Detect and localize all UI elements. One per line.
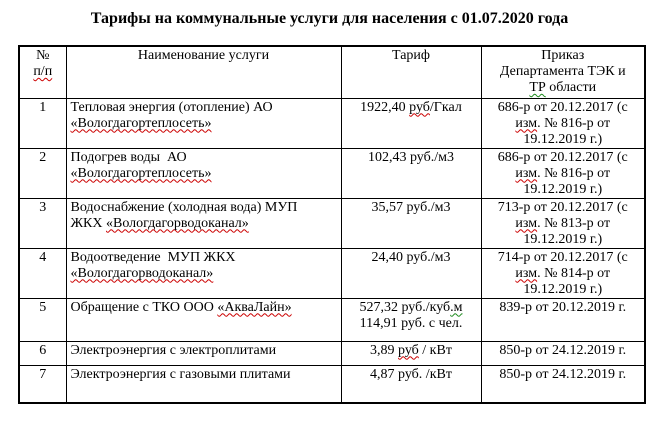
text-line	[71, 300, 337, 316]
text-segment: 2	[39, 149, 47, 165]
grammar-underline: .м	[450, 299, 463, 315]
table-row-4	[19, 248, 645, 298]
spellcheck-underline: «Вологдагортеплосеть»	[70, 115, 212, 131]
text-line	[24, 300, 62, 316]
text-line	[71, 367, 337, 383]
text-segment: Водоснабжение (холодная вода) МУП	[70, 199, 298, 215]
text-segment: /Гкал	[429, 99, 462, 115]
cell-num-row2	[19, 148, 66, 198]
cell-tariff-row4	[341, 248, 481, 298]
text-line	[24, 48, 62, 64]
text-line	[486, 132, 641, 148]
text-segment: 7	[39, 366, 47, 382]
cell-order-row4	[481, 248, 645, 298]
text-segment: 102,43 руб./м3	[367, 149, 454, 165]
text-line	[486, 182, 641, 198]
text-segment: 714-р от 20.12.2017 (с	[497, 249, 628, 265]
text-line	[346, 367, 477, 383]
cell-num-row1	[19, 98, 66, 148]
text-line	[486, 48, 641, 64]
text-line	[346, 150, 477, 166]
text-segment: 19.12.2019 г.)	[523, 231, 603, 247]
cell-tariff-row7	[341, 365, 481, 403]
text-line	[346, 200, 477, 216]
spellcheck-underline: «АкваЛайн»	[217, 299, 292, 315]
text-line	[486, 200, 641, 216]
text-line	[346, 343, 477, 359]
text-segment: 713-р от 20.12.2017 (с	[497, 199, 628, 215]
text-segment: 850-р от 24.12.2019 г.	[499, 366, 627, 382]
text-line	[71, 250, 337, 266]
text-segment: №	[36, 48, 50, 63]
text-line	[486, 232, 641, 248]
spellcheck-underline: изм	[515, 165, 538, 181]
table-body	[19, 98, 645, 403]
table-row-5	[19, 298, 645, 341]
cell-order-row7	[481, 365, 645, 403]
table-row-1	[19, 98, 645, 148]
cell-order-row6	[481, 341, 645, 365]
text-segment: Департамента ТЭК и	[499, 64, 626, 79]
text-segment: 527,32 руб./куб	[359, 299, 451, 315]
header-row	[19, 46, 645, 98]
cell-num-row4	[19, 248, 66, 298]
page-title: Тарифы на коммунальные услуги для населения с 01.07.2020 года	[90, 10, 569, 27]
cell-order-row3	[481, 198, 645, 248]
text-segment: Тариф	[392, 48, 430, 63]
cell-tariff-row3	[341, 198, 481, 248]
text-segment: 19.12.2019 г.)	[523, 181, 603, 197]
cell-service-row5	[66, 298, 341, 341]
spellcheck-underline: изм	[515, 115, 538, 131]
text-line	[486, 367, 641, 383]
text-line	[486, 300, 641, 316]
text-segment: области	[545, 80, 597, 95]
table-row-3	[19, 198, 645, 248]
text-line	[346, 100, 477, 116]
table-row-2	[19, 148, 645, 198]
cell-order-row5	[481, 298, 645, 341]
text-segment: . № 813-р от	[537, 215, 611, 231]
text-segment: 1	[39, 99, 47, 115]
text-line	[71, 266, 337, 282]
spellcheck-underline: изм	[515, 215, 538, 231]
text-line	[486, 343, 641, 359]
spellcheck-underline: «Вологдагортеплосеть»	[70, 165, 212, 181]
text-segment: ЖКХ	[70, 215, 106, 231]
spellcheck-underline: руб	[398, 342, 419, 358]
text-line	[346, 300, 477, 316]
text-segment: Электроэнергия с электроплитами	[70, 342, 277, 358]
header-cell-service	[66, 46, 341, 98]
header-cell-order	[481, 46, 645, 98]
cell-num-row3	[19, 198, 66, 248]
cell-order-row2	[481, 148, 645, 198]
text-segment: 19.12.2019 г.)	[523, 131, 603, 147]
spellcheck-underline: «Вологдагорводоканал»	[106, 215, 249, 231]
cell-service-row6	[66, 341, 341, 365]
table-row-6	[19, 341, 645, 365]
text-segment: Электроэнергия с газовыми плитами	[70, 366, 291, 382]
text-line	[346, 316, 477, 332]
text-line	[71, 343, 337, 359]
text-line	[71, 216, 337, 232]
header-cell-num	[19, 46, 66, 98]
text-line	[24, 343, 62, 359]
text-line	[486, 266, 641, 282]
spellcheck-underline: п/п	[33, 64, 53, 79]
text-segment: Подогрев воды АО	[70, 149, 187, 165]
spellcheck-underline: изм	[515, 265, 538, 281]
grammar-underline: ТР	[529, 80, 546, 95]
text-line	[71, 166, 337, 182]
cell-num-row6	[19, 341, 66, 365]
text-segment: / кВт	[418, 342, 452, 358]
text-segment: 114,91 руб. с чел.	[359, 315, 463, 331]
text-segment: 3,89	[370, 342, 399, 358]
text-line	[24, 150, 62, 166]
spellcheck-underline: руб	[409, 99, 430, 115]
text-segment: 850-р от 24.12.2019 г.	[499, 342, 627, 358]
spellcheck-underline: «Вологдагорводоканал»	[70, 265, 214, 281]
text-line	[486, 250, 641, 266]
text-segment: 35,57 руб./м3	[371, 199, 451, 215]
table-header	[19, 46, 645, 98]
text-segment: 839-р от 20.12.2019 г.	[499, 299, 627, 315]
text-line	[24, 200, 62, 216]
text-segment: 686-р от 20.12.2017 (с	[497, 149, 628, 165]
text-line	[346, 250, 477, 266]
text-segment: 19.12.2019 г.)	[523, 281, 603, 297]
text-line	[71, 48, 337, 64]
text-line	[486, 216, 641, 232]
text-line	[486, 282, 641, 298]
cell-tariff-row1	[341, 98, 481, 148]
tariff-table	[18, 45, 646, 404]
text-line	[486, 100, 641, 116]
text-segment: 1922,40	[360, 99, 410, 115]
text-line	[24, 250, 62, 266]
cell-tariff-row5	[341, 298, 481, 341]
cell-order-row1	[481, 98, 645, 148]
text-segment: Обращение с ТКО ООО	[70, 299, 218, 315]
text-segment: 4	[39, 249, 47, 265]
cell-service-row4	[66, 248, 341, 298]
cell-service-row1	[66, 98, 341, 148]
text-segment: 4,87 руб. /кВт	[370, 366, 452, 382]
text-line	[486, 166, 641, 182]
cell-num-row7	[19, 365, 66, 403]
text-line	[24, 64, 62, 80]
text-segment: 686-р от 20.12.2017 (с	[497, 99, 628, 115]
header-cell-tariff	[341, 46, 481, 98]
text-line	[71, 200, 337, 216]
text-segment: Водоотведение МУП ЖКХ	[70, 249, 236, 265]
text-segment: 6	[39, 342, 47, 358]
text-line	[486, 64, 641, 80]
table-row-7	[19, 365, 645, 403]
text-line	[486, 150, 641, 166]
cell-tariff-row2	[341, 148, 481, 198]
text-segment: 3	[39, 199, 47, 215]
text-line	[486, 80, 641, 96]
text-line	[24, 100, 62, 116]
text-segment: 24,40 руб./м3	[371, 249, 451, 265]
text-segment: 5	[39, 299, 47, 315]
text-line	[71, 150, 337, 166]
text-line	[71, 100, 337, 116]
text-segment: Приказ	[541, 48, 585, 63]
text-line	[24, 367, 62, 383]
text-line	[346, 48, 477, 64]
text-segment: Наименование услуги	[137, 48, 270, 63]
text-segment: . № 816-р от	[537, 115, 611, 131]
text-line	[71, 116, 337, 132]
text-segment: . № 814-р от	[537, 265, 611, 281]
cell-service-row3	[66, 198, 341, 248]
cell-service-row2	[66, 148, 341, 198]
cell-num-row5	[19, 298, 66, 341]
text-segment: Тепловая энергия (отопление) АО	[70, 99, 273, 115]
cell-service-row7	[66, 365, 341, 403]
text-line	[486, 116, 641, 132]
cell-tariff-row6	[341, 341, 481, 365]
text-segment: . № 816-р от	[537, 165, 611, 181]
